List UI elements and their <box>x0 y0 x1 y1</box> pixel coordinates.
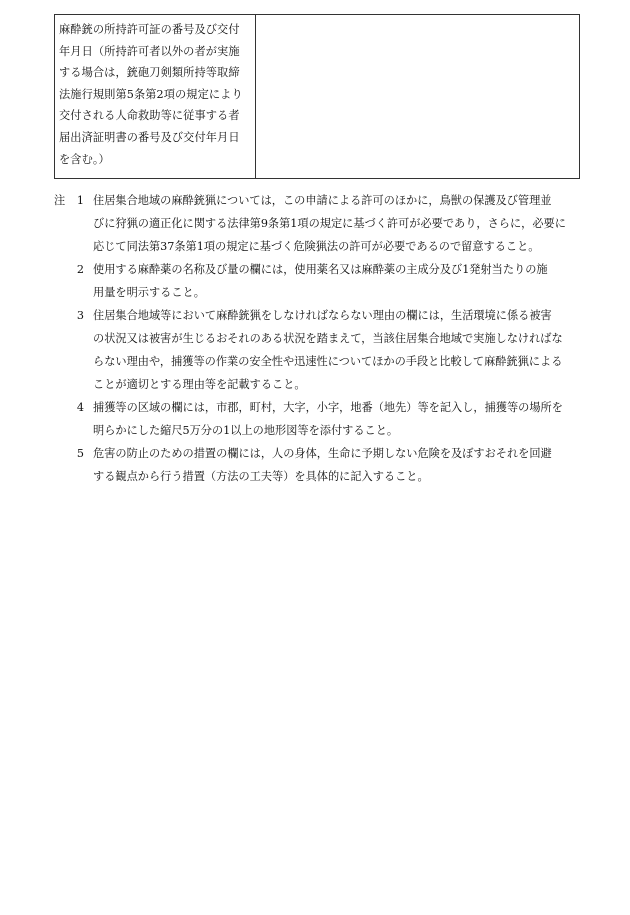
note-item-2 <box>54 258 584 304</box>
field-label-line: 麻酔銃の所持許可証の番号及び交付 <box>59 23 240 36</box>
field-label-cell <box>55 15 256 179</box>
note-item-4 <box>54 396 584 442</box>
note-line: の状況又は被害が生じるおそれのある状況を踏まえて，当該住居集合地域で実施しなければな <box>93 332 563 345</box>
note-text <box>84 189 584 258</box>
note-text <box>84 442 584 488</box>
note-line: 用量を明示すること。 <box>93 286 205 299</box>
note-item-1 <box>54 189 584 258</box>
note-text <box>84 258 584 304</box>
notes-section <box>54 189 584 488</box>
note-line: 住居集合地域の麻酔銃猟については，この申請による許可のほかに，鳥獣の保護及び管理並 <box>93 194 552 207</box>
note-number: 5 <box>76 447 84 460</box>
note-number: 2 <box>76 263 84 276</box>
field-label-line: 年月日（所持許可者以外の者が実施 <box>59 44 240 58</box>
note-item-3 <box>54 304 584 396</box>
note-text <box>84 396 584 442</box>
note-line: 使用する麻酔薬の名称及び量の欄には，使用薬名又は麻酔薬の主成分及び1発射当たりの施 <box>93 263 548 276</box>
note-line: 危害の防止のための措置の欄には，人の身体，生命に予期しない危険を及ぼすおそれを回避 <box>93 447 552 460</box>
note-text <box>84 304 584 396</box>
note-line: びに狩猟の適正化に関する法律第9条第1項の規定に基づく許可が必要であり，さらに，必要に <box>93 217 566 230</box>
permit-number-table <box>54 14 580 179</box>
field-label-line: 法施行規則第5条第2項の規定により <box>59 87 243 101</box>
field-value-cell[interactable] <box>256 15 580 179</box>
note-line: 明らかにした縮尺5万分の1以上の地形図等を添付すること。 <box>93 424 399 437</box>
field-label-line: 届出済証明書の番号及び交付年月日 <box>59 130 240 144</box>
note-item-5 <box>54 442 584 488</box>
note-number: 4 <box>76 401 84 414</box>
note-line: ことが適切とする理由等を記載すること。 <box>93 378 306 391</box>
note-line: 応じて同法第37条第1項の規定に基づく危険猟法の許可が必要であるので留意すること。 <box>93 240 540 253</box>
field-label-line: する場合は，銃砲刀剣類所持等取締 <box>59 66 240 80</box>
notes-prefix: 注 <box>54 194 66 207</box>
note-line: らない理由や，捕獲等の作業の安全性や迅速性についてほかの手段と比較して麻酔銃猟による <box>93 355 563 368</box>
note-number: 1 <box>76 194 84 207</box>
table-row <box>55 15 580 179</box>
field-label-line: 交付される人命救助等に従事する者 <box>59 109 240 123</box>
note-line: 住居集合地域等において麻酔銃猟をしなければならない理由の欄には，生活環境に係る被害 <box>93 309 552 322</box>
field-label <box>55 15 255 170</box>
note-number: 3 <box>76 309 84 322</box>
note-line: する観点から行う措置（方法の工夫等）を具体的に記入すること。 <box>93 470 429 483</box>
field-label-line: を含む。） <box>59 152 110 166</box>
note-line: 捕獲等の区域の欄には，市郡，町村，大字，小字，地番（地先）等を記入し，捕獲等の場所を <box>93 401 563 414</box>
